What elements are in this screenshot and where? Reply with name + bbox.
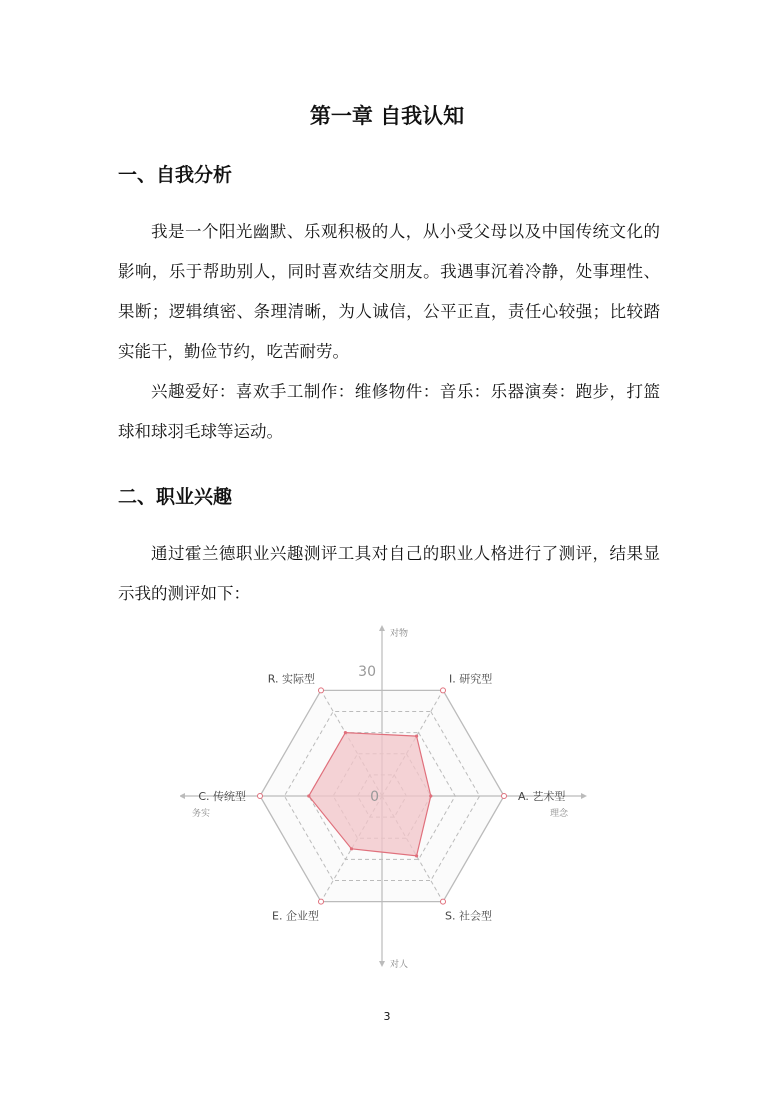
radar-axis-label-5: C. 传统型	[198, 790, 246, 803]
radar-chart-svg	[180, 622, 590, 972]
radar-scale-max-label: 30	[358, 664, 376, 680]
radar-data-point-6	[344, 731, 347, 734]
radar-axis-label-4: E. 企业型	[272, 909, 319, 923]
section-heading-career-interest: 二、职业兴趣	[118, 486, 233, 508]
radar-vertex-marker-2	[502, 794, 507, 799]
radar-data-point-5	[307, 794, 310, 797]
paragraph-self-description: 我是一个阳光幽默、乐观积极的人，从小受父母以及中国传统文化的影响，乐于帮助别人，同时喜欢结交朋友。我遇事沉着冷静，处事理性、果断；逻辑缜密、条理清晰，为人诚信，公平正直，责任心较强；比较踏实能干，勤俭节约，吃苦耐劳。	[118, 222, 660, 361]
radar-axis-label-1: I. 研究型	[449, 672, 493, 686]
radar-data-point-3	[415, 854, 418, 857]
radar-axis-label-6: R. 实际型	[267, 672, 315, 686]
holland-radar-chart	[180, 622, 590, 972]
chapter-title: 第一章 自我认知	[309, 104, 465, 128]
direction-label-bottom: 对人	[390, 960, 409, 970]
section-heading-self-analysis: 一、自我分析	[118, 164, 233, 186]
radar-axis-label-3: S. 社会型	[445, 909, 492, 923]
paragraph-hobbies: 兴趣爱好：喜欢手工制作：维修物件：音乐：乐器演奏：跑步，打篮球和球羽毛球等运动。	[118, 382, 660, 441]
radar-data-point-2	[429, 794, 432, 797]
direction-label-right: 理念	[549, 809, 568, 819]
radar-vertex-marker-4	[319, 899, 324, 904]
radar-scale-min-label: 0	[370, 789, 379, 805]
radar-vertex-marker-6	[319, 688, 324, 693]
radar-data-point-1	[415, 735, 418, 738]
radar-axis-label-2: A. 艺术型	[518, 790, 566, 803]
radar-vertex-marker-1	[441, 688, 446, 693]
radar-data-point-4	[350, 847, 353, 850]
direction-label-top: 对物	[390, 629, 409, 639]
paragraph-holland-test: 通过霍兰德职业兴趣测评工具对自己的职业人格进行了测评，结果显示我的测评如下：	[118, 544, 660, 603]
radar-vertex-marker-5	[258, 794, 263, 799]
page-number: 3	[383, 1010, 391, 1023]
radar-vertex-marker-3	[441, 899, 446, 904]
direction-label-left: 务实	[192, 809, 211, 819]
